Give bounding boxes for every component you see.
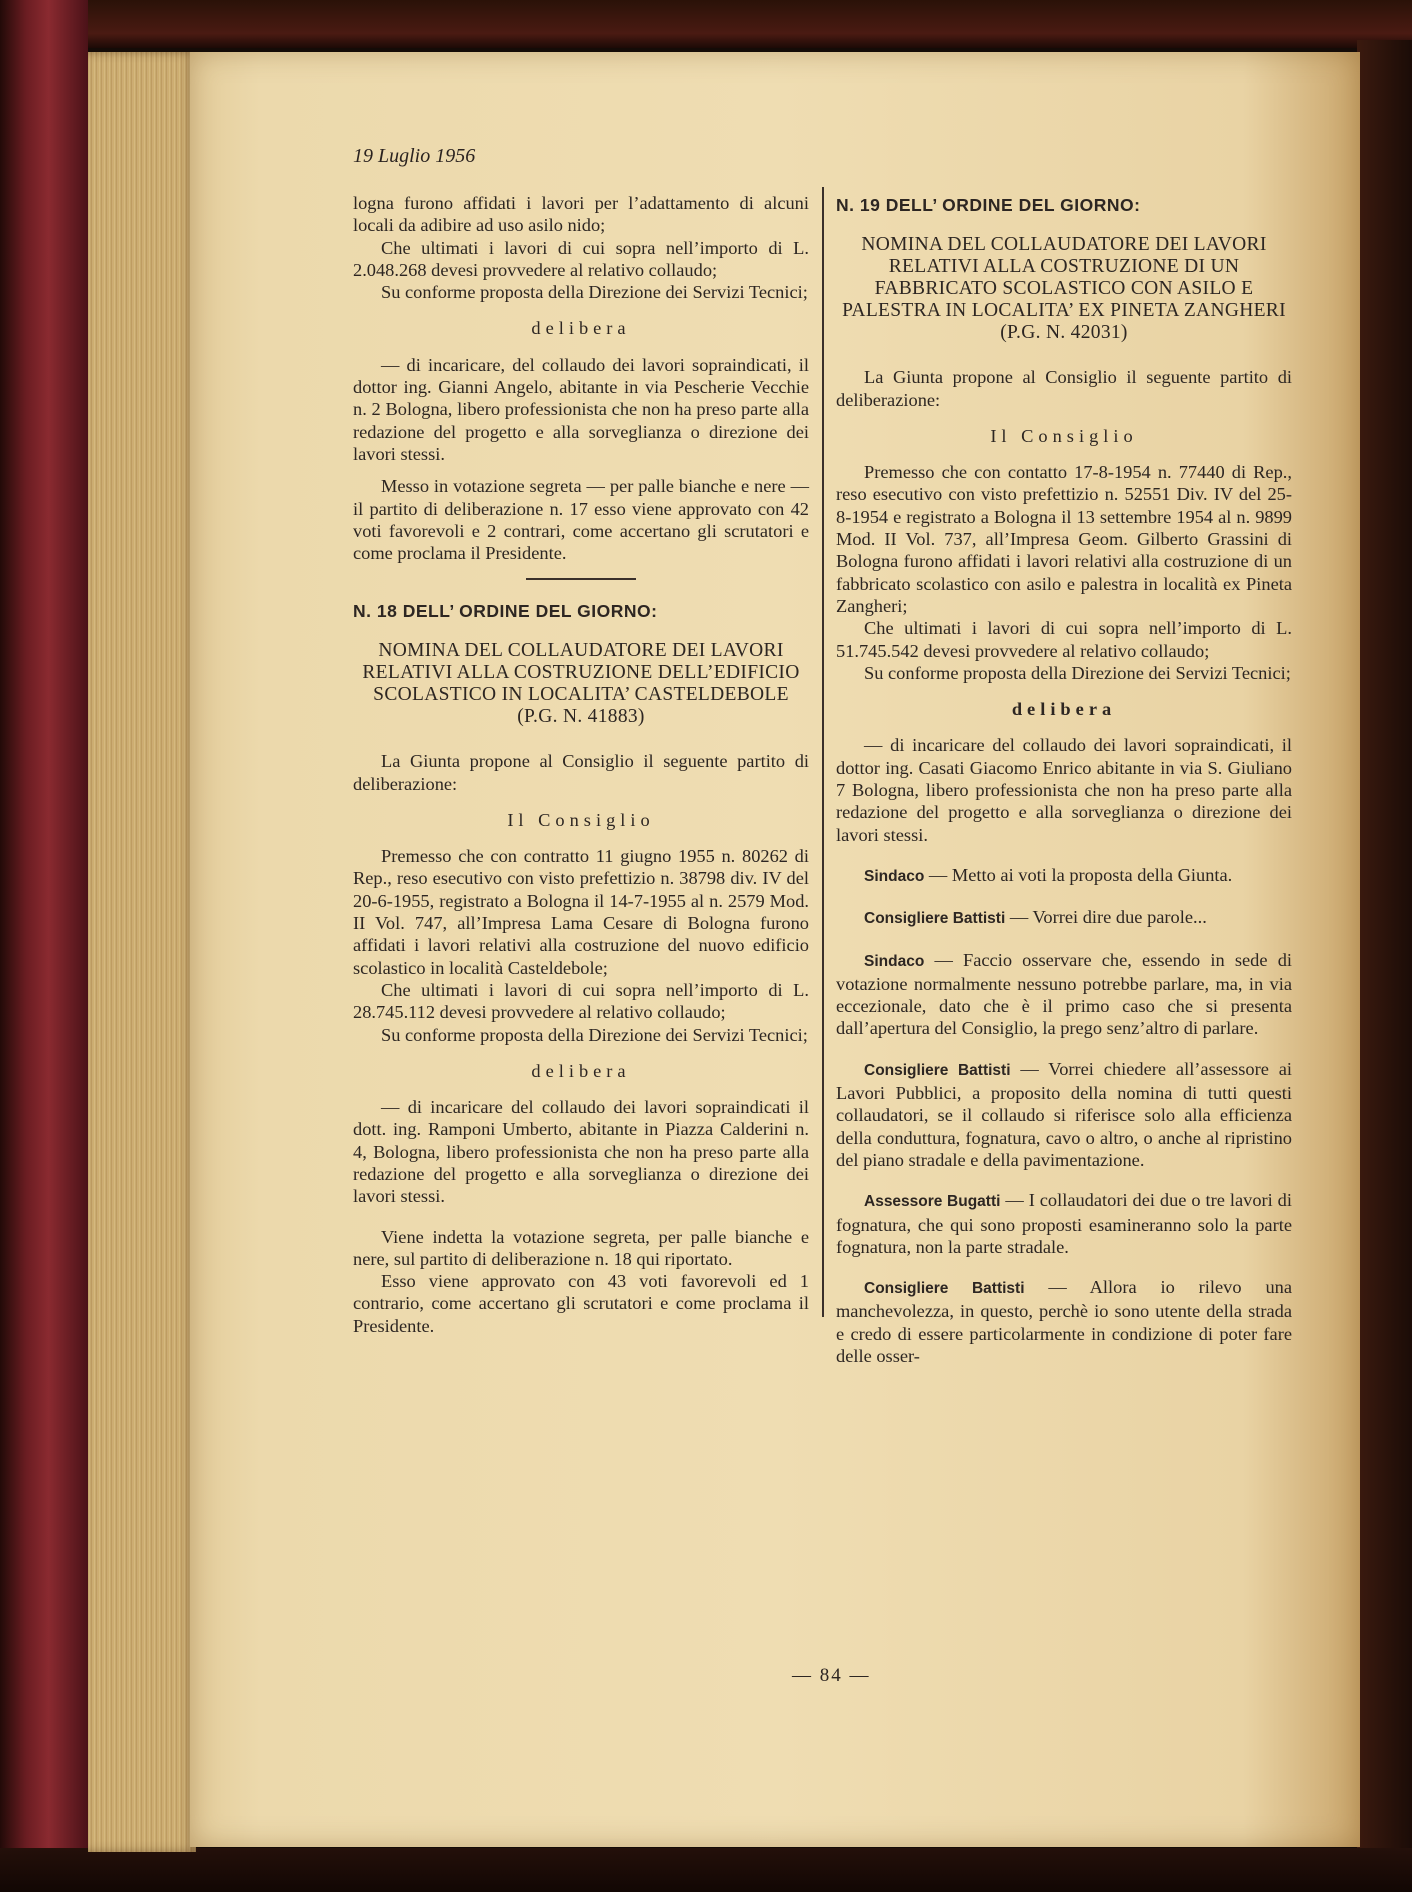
paragraph: logna furono affidati i lavori per l’adattamento di alcuni locali da adibire ad uso asilo nido; — [353, 193, 809, 236]
agenda-title: NOMINA DEL COLLAUDATORE DEI LAVORI RELATIVI ALLA COSTRUZIONE DELL’EDIFICIO SCOLASTICO IN LOCALITA’ CASTELDEBOLE (P.G. N. 41883) — [362, 640, 800, 728]
speech-text: — Vorrei dire due parole... — [1005, 907, 1207, 928]
book-cover-left — [0, 0, 88, 1892]
running-head: 19 Luglio 1956 — [353, 145, 476, 167]
speaker-name: Consigliere Battisti — [864, 1061, 1011, 1079]
proposal-paragraph: La Giunta propone al Consiglio il seguente partito di deliberazione: — [353, 751, 809, 794]
paragraph: Che ultimati i lavori di cui sopra nell’importo di L. 2.048.268 devesi provvedere al relativo collaudo; — [353, 237, 809, 280]
agenda-heading: N. 18 DELL’ ORDINE DEL GIORNO: — [353, 600, 658, 621]
right-column — [836, 180, 1292, 1367]
column-divider — [822, 187, 824, 1317]
page-number: — 84 — — [792, 1665, 871, 1686]
vote-paragraph: Viene indetta la votazione segreta, per palle bianche e nere, sul partito di deliberazione n. 18 qui riportato. — [353, 1226, 809, 1269]
speech-text: — Allora io rilevo una manchevolezza, in questo, perchè io sono utente della strada e credo di essere particolarmente in condizione di poter fare delle osser- — [836, 1277, 1292, 1366]
paragraph: Su conforme proposta della Direzione dei Servizi Tecnici; — [381, 282, 808, 303]
book-page — [190, 52, 1360, 1847]
agenda-title: NOMINA DEL COLLAUDATORE DEI LAVORI RELATIVI ALLA COSTRUZIONE DI UN FABBRICATO SCOLASTICO CON ASILO E PALESTRA IN LOCALITA’ EX PINETA ZANGHERI (P.G. N. 42031) — [842, 234, 1286, 344]
speech-paragraph — [836, 906, 1292, 930]
consiglio-heading: Il Consiglio — [507, 809, 655, 830]
speech-text: — Faccio osservare che, essendo in sede di votazione normalmente nessuno potrebbe parlare, ma, in via eccezionale, dato che è il primo caso che si presenta dall’apertura del Consiglio, la prego senz’altro di parlare. — [836, 949, 1292, 1039]
speaker-name: Consigliere Battisti — [864, 1280, 1025, 1298]
book-board-bottom — [0, 1848, 1412, 1892]
proposal-paragraph: La Giunta propone al Consiglio il seguente partito di deliberazione: — [836, 367, 1292, 410]
book-binding-top — [0, 0, 1412, 48]
vote-paragraph: Esso viene approvato con 43 voti favorevoli ed 1 contrario, come accertano gli scrutatori e come proclama il Presidente. — [353, 1271, 809, 1336]
delibera-heading: delibera — [1011, 699, 1117, 720]
speech-paragraph — [836, 949, 1292, 1040]
paragraph: Che ultimati i lavori di cui sopra nell’importo di L. 51.745.542 devesi provvedere al relativo collaudo; — [836, 618, 1292, 661]
decision-paragraph: — di incaricare del collaudo dei lavori sopraindicati il dott. ing. Ramponi Umberto, abitante in Piazza Calderini n. 4, Bologna, libero professionista che non ha preso parte alla redazione del progetto e alla sorveglianza o direzione dei lavori stessi. — [353, 1097, 809, 1207]
left-column — [353, 192, 809, 1337]
speech-text: — Vorrei chiedere all’assessore ai Lavori Pubblici, a proposito della nomina di tutti questi collaudatori, se il collaudo si riferisce solo alla efficienza della conduttura, fognatura, cavo o altro, o anche al ripristino del piano stradale e della pavimentazione. — [836, 1058, 1292, 1170]
paragraph: Su conforme proposta della Direzione dei Servizi Tecnici; — [381, 1024, 808, 1045]
consiglio-heading: Il Consiglio — [990, 425, 1138, 446]
speech-paragraph — [836, 864, 1292, 888]
section-rule — [526, 578, 636, 580]
book-cover-right — [1357, 40, 1412, 1892]
decision-paragraph: — di incaricare, del collaudo dei lavori sopraindicati, il dottor ing. Gianni Angelo, abitante in via Pescherie Vecchie n. 2 Bologna, libero professionista che non ha preso parte alla redazione del progetto e alla sorveglianza o direzione dei lavori stessi. — [353, 354, 809, 464]
speech-paragraph — [836, 1189, 1292, 1258]
paragraph: Premesso che con contatto 17-8-1954 n. 77440 di Rep., reso esecutivo con visto prefettizio n. 52551 Div. IV del 25-8-1954 e registrato a Bologna il 13 settembre 1954 al n. 9899 Mod. II Vol. 737, all’Impresa Geom. Gilberto Grassini di Bologna furono affidati i lavori relativi alla costruzione di un fabbricato scolastico con asilo e palestra in località ex Pineta Zangheri; — [836, 462, 1292, 616]
speaker-name: Assessore Bugatti — [864, 1193, 1001, 1211]
delibera-heading: delibera — [531, 318, 631, 339]
agenda-heading: N. 19 DELL’ ORDINE DEL GIORNO: — [836, 195, 1141, 215]
speech-paragraph — [836, 1058, 1292, 1171]
page-edges — [88, 52, 196, 1852]
vote-paragraph: Messo in votazione segreta — per palle bianche e nere — il partito di deliberazione n. 17 esso viene approvato con 42 voti favorevoli e 2 contrari, come accertano gli scrutatori e come proclama il Presidente. — [353, 476, 809, 564]
speech-paragraph — [836, 1276, 1292, 1367]
paragraph: Premesso che con contratto 11 giugno 1955 n. 80262 di Rep., reso esecutivo con visto prefettizio n. 38798 div. IV del 20-6-1955, registrato a Bologna il 14-7-1955 al n. 2579 Mod. II Vol. 747, all’Impresa Lama Cesare di Bologna furono affidati i lavori relativi alla costruzione del nuovo edificio scolastico in località Casteldebole; — [353, 846, 809, 978]
speaker-name: Sindaco — [864, 867, 925, 885]
speaker-name: Consigliere Battisti — [864, 910, 1006, 928]
paragraph: Che ultimati i lavori di cui sopra nell’importo di L. 28.745.112 devesi provvedere al relativo collaudo; — [353, 979, 809, 1023]
delibera-heading: delibera — [531, 1060, 631, 1081]
speaker-name: Sindaco — [864, 952, 925, 970]
speech-text: — I collaudatori dei due o tre lavori di fognatura, che qui sono proposti esamineranno solo la parte fognatura, non la parte stradale. — [836, 1190, 1292, 1257]
paragraph: Su conforme proposta della Direzione dei Servizi Tecnici; — [864, 662, 1291, 683]
decision-paragraph: — di incaricare del collaudo dei lavori sopraindicati, il dottor ing. Casati Giacomo Enrico abitante in via S. Giuliano 7 Bologna, libero professionista che non ha preso parte alla redazione del progetto e alla sorveglianza o direzione dei lavori stessi. — [836, 735, 1292, 845]
speech-text: — Metto ai voti la proposta della Giunta. — [924, 864, 1233, 885]
